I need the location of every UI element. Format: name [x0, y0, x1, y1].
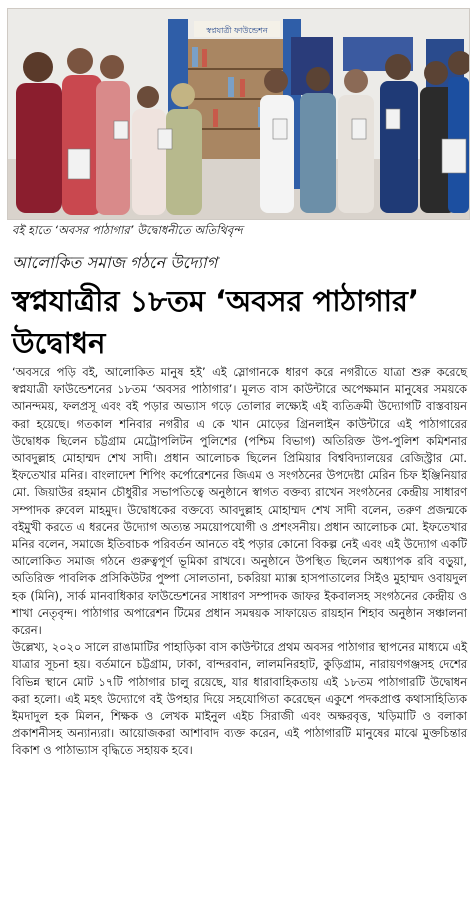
photo-caption: বই হাতে ‘অবসর পাঠাগার’ উদ্বোধনীতে অতিথিবৃন্দ: [12, 223, 243, 237]
kicker-heading: আলোকিত সমাজ গঠনে উদ্যোগ: [12, 253, 218, 272]
event-photo-illustration: [8, 9, 469, 219]
headline: স্বপ্নযাত্রীর ১৮তম ‘অবসর পাঠাগার’ উদ্বোধন: [12, 284, 419, 360]
article-paragraph: ‘অবসরে পড়ি বই, আলোকিত মানুষ হই’ এই স্লোগানকে ধারণ করে নগরীতে যাত্রা শুরু করেছে স্বপ্নযাত্রী ফাউন্ডেশনের ১৮তম ‘অবসর পাঠাগার’। মূলত বাস কাউন্টারে অপেক্ষমান মানুষের সময়কে আনন্দময়, ফলপ্রসূ এবং বই পড়ার অভ্যাস গড়ে তোলার লক্ষ্যেই এই ব্যতিক্রমী উদ্যোগটি বাস্তবায়ন করা হয়েছে। গতকাল শনিবার নগরীর এ কে খান মোড়ের গ্রিনলাইন কাউন্টারে এই পাঠাগারের উদ্বোধক ছিলেন চট্টগ্রাম মেট্রোপলিটন পুলিশের (পশ্চিম বিভাগ) অতিরিক্ত উপ-পুলিশ কমিশনার আবদুল্লাহ মোহাম্মদ শেখ সাদী। প্রধান আলোচক ছিলেন প্রিমিয়ার বিশ্ববিদ্যালয়ের রেজিস্ট্রার মো. ইফতেখার মনির। বাংলাদেশ শিপিং কর্পোরেশনের জিএম ও সংগঠনের উপদেষ্টা মেরিন চিফ ইঞ্জিনিয়ার মো. জিয়াউর রহমান চৌধুরীর সভাপতিত্বে অনুষ্ঠানে স্বাগত বক্তব্য রাখেন সংগঠনের কেন্দ্রীয় সাধারণ সম্পাদক রুবেল মাহমুদ। উদ্বোধকের বক্তব্যে আবদুল্লাহ মোহাম্মদ শেখ সাদী বলেন, তরুণ প্রজন্মকে বইমুখী করতে এ ধরনের উদ্যোগ অত্যন্ত সময়োপযোগী ও প্রশংসনীয়। প্রধান আলোচক মো. ইফতেখার মনির বলেন, সমাজে ইতিবাচক পরিবর্তন আনতে বই পড়ার কোনো বিকল্প নেই এবং এই উদ্যোগ একটি আলোকিত সমাজ গঠনে গুরুত্বপূর্ণ ভূমিকা রাখবে। অনুষ্ঠানে উপস্থিত ছিলেন অধ্যাপক রবি বড়ুয়া, অতিরিক্ত পাবলিক প্রসিকিউটর পুষ্পা সোলতানা, চকরিয়া ম্যাক্স হাসপাতালের সিইও মুহাম্মদ ওবায়দুল হক (মিনি), সার্ক মানবাধিকার ফাউন্ডেশনের সাধারণ সম্পাদক জাফর ইকবালসহ সংগঠনের কেন্দ্রীয় ও শাখা নেতৃবৃন্দ। পাঠাগার অপারেশন টিমের প্রধান সমন্বয়ক সাফায়েত রায়হান শিহাব অনুষ্ঠান সঞ্চালনা করেন।: [12, 365, 467, 638]
event-photo: [7, 8, 470, 220]
article-body: [12, 364, 467, 760]
article-paragraph: উল্লেখ্য, ২০২০ সালে রাঙামাটির পাহাড়িকা বাস কাউন্টারে প্রথম অবসর পাঠাগার স্থাপনের মাধ্যমে এই যাত্রার সূচনা হয়। বর্তমানে চট্টগ্রাম, ঢাকা, বান্দরবান, লালমনিরহাট, কুড়িগ্রাম, নারায়ণগঞ্জসহ দেশের বিভিন্ন স্থানে মোট ১৭টি পাঠাগার চালু রয়েছে, যার ধারাবাহিকতায় এই ১৮তম পাঠাগারটি উদ্বোধন করা হলো। এই মহৎ উদ্যোগে বই উপহার দিয়ে সহযোগিতা করেছেন একুশে পদকপ্রাপ্ত কথাসাহিত্যিক ইমদাদুল হক মিলন, শিক্ষক ও লেখক মাইনুল এইচ সিরাজী এবং অক্ষরবৃত্ত, খড়িমাটি ও বলাকা প্রকাশনীসহ অন্যান্যরা। আয়োজকরা আশাবাদ ব্যক্ত করেন, এই পাঠাগারটি মানুষের মাঝে মুক্তচিন্তার বিকাশ ও পাঠাভ্যাস বৃদ্ধিতে সহায়ক হবে।: [12, 640, 467, 758]
banner-text: স্বপ্নযাত্রী ফাউন্ডেশন: [206, 26, 268, 35]
